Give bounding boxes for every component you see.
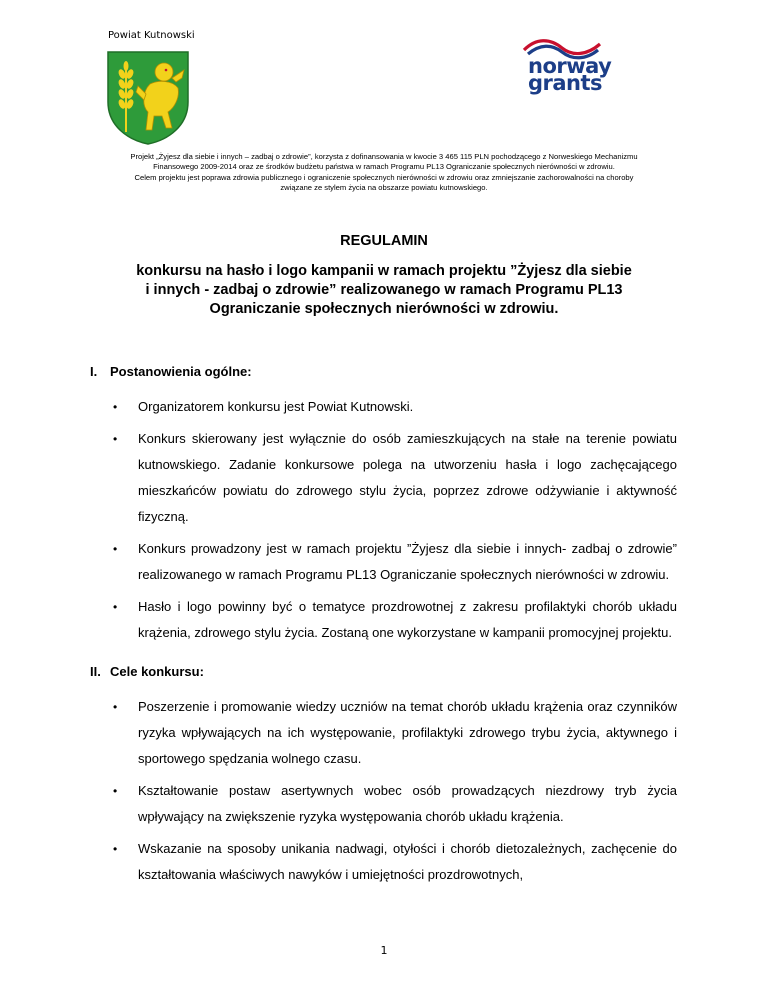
intro-line: związane ze stylem życia na obszarze powiatu kutnowskiego.: [280, 182, 488, 192]
list-item: • Hasło i logo powinny być o tematyce prozdrowotnej z zakresu profilaktyki chorób układu krążenia, zdrowego stylu życia. Zostaną one wykorzystane w kampanii promocyjnej projektu.: [110, 594, 677, 646]
section-2-list: [110, 694, 677, 894]
coat-of-arms-icon: [106, 50, 190, 146]
norway-grants-word-1: norway: [528, 54, 612, 78]
norway-grants-word-2: grants: [528, 71, 603, 95]
document-title: REGULAMIN: [340, 233, 428, 249]
project-intro: [60, 152, 708, 193]
subtitle-line: Ograniczanie społecznych nierówności w zdrowiu.: [209, 301, 559, 317]
section-1-list: [110, 394, 677, 652]
list-item: • Wskazanie na sposoby unikania nadwagi, otyłości i chorób dietozależnych, zachęcenie do kształtowania właściwych nawyków i umiejętności prozdrowotnych,: [110, 836, 677, 888]
intro-line: Celem projektu jest poprawa zdrowia publicznego i ograniczenie społecznych nierówności w zdrowiu oraz zmniejszanie zachorowalności na choroby: [134, 172, 634, 182]
list-item: • Kształtowanie postaw asertywnych wobec osób prowadzących niezdrowy tryb życia wpływający na zwiększenie ryzyka występowania chorób układu krążenia.: [110, 778, 677, 830]
list-item: • Konkurs skierowany jest wyłącznie do osób zamieszkujących na stałe na terenie powiatu kutnowskiego. Zadanie konkursowe polega na utworzeniu hasła i logo zachęcającego mieszkańców powiatu do zdrowego stylu życia, poprzez zdrowe odżywianie i aktywność fizyczną.: [110, 426, 677, 530]
subtitle-line: konkursu na hasło i logo kampanii w ramach projektu ”Żyjesz dla siebie: [136, 263, 632, 279]
section-2-heading: [90, 664, 204, 679]
list-item: • Organizatorem konkursu jest Powiat Kutnowski.: [110, 394, 677, 420]
page-number: 1: [380, 944, 388, 957]
section-1-heading: [90, 364, 252, 379]
org-name: Powiat Kutnowski: [108, 30, 195, 41]
intro-line: Finansowego 2009-2014 oraz ze środków budżetu państwa w ramach Programu PL13 Ograniczanie społecznych nierówności w zdrowiu.: [153, 162, 615, 172]
section-number: I.: [90, 364, 98, 379]
subtitle-line: i innych - zadbaj o zdrowie” realizowanego w ramach Programu PL13: [145, 282, 623, 298]
section-title: Cele konkursu:: [110, 664, 204, 679]
document-subtitle: [108, 262, 660, 319]
intro-line: Projekt „Żyjesz dla siebie i innych – zadbaj o zdrowie”, korzysta z dofinansowania w kwocie 3 465 115 PLN pochodzącego z Norweskiego Mechanizmu: [130, 152, 638, 161]
list-item: • Poszerzenie i promowanie wiedzy uczniów na temat chorób układu krążenia oraz czynników ryzyka wpływających na ich występowanie, profilaktyki zdrowego trybu życia, aktywnego i sportowego spędzania wolnego czasu.: [110, 694, 677, 772]
list-item: • Konkurs prowadzony jest w ramach projektu ”Żyjesz dla siebie i innych- zadbaj o zdrowie” realizowanego w ramach Programu PL13 Ograniczanie społecznych nierówności w zdrowiu.: [110, 536, 677, 588]
section-title: Postanowienia ogólne:: [110, 364, 252, 379]
section-number: II.: [90, 664, 101, 679]
